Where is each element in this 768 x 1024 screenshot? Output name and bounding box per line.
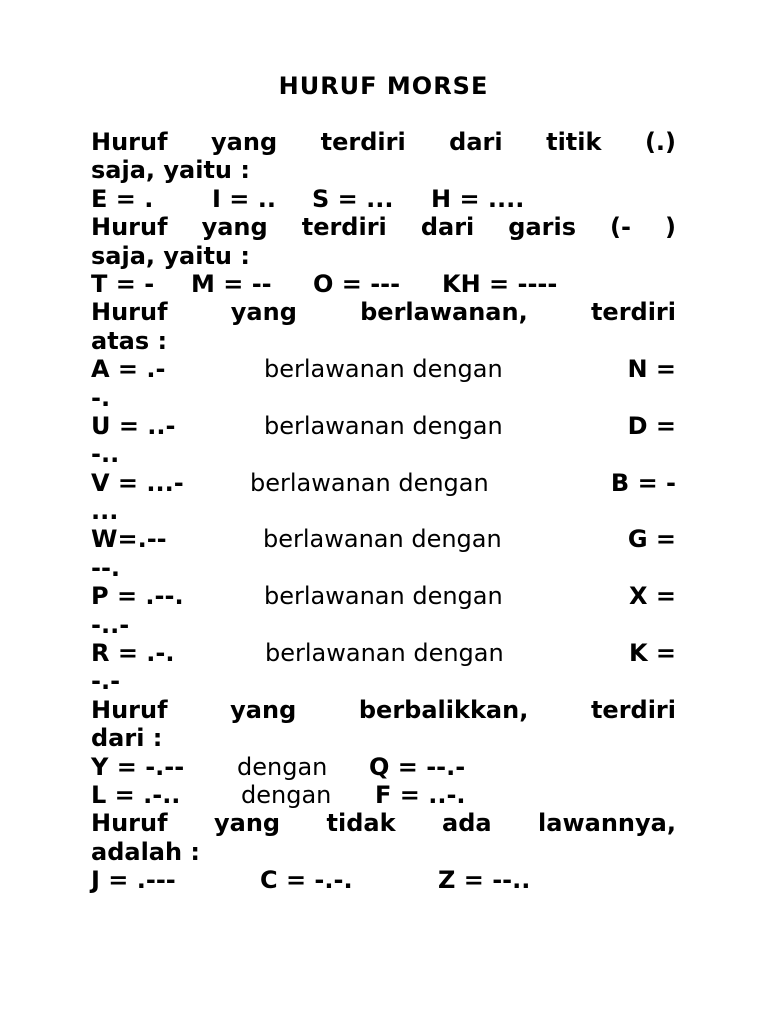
morse-code-wrap: --. (91, 553, 121, 582)
word: (.) (644, 128, 676, 156)
morse-code: C = -.-. (260, 866, 353, 895)
morse-code: K = (628, 639, 676, 668)
opposite-pair-row (91, 412, 676, 440)
word: berbalikkan, (358, 695, 529, 724)
morse-code: W=.-- (91, 525, 167, 554)
single-intro-cont: adalah : (91, 837, 201, 866)
word: Huruf (91, 213, 168, 242)
morse-code: G = (627, 525, 676, 554)
single-codes-line (91, 866, 676, 894)
connector-text: berlawanan dengan (264, 355, 503, 384)
morse-code: KH = ---- (442, 269, 558, 298)
morse-code: B = - (610, 468, 676, 497)
document-page (91, 70, 676, 895)
morse-code: I = .. (212, 184, 276, 213)
word: yang (230, 695, 297, 724)
word: (- (610, 213, 631, 242)
word: Huruf (91, 128, 168, 156)
morse-code: D = (627, 411, 676, 440)
morse-code: Y = -.-- (91, 752, 185, 781)
reverse-intro-cont: dari : (91, 724, 163, 753)
dot-intro-line (91, 128, 676, 156)
word: yang (230, 298, 297, 327)
word: Huruf (91, 809, 168, 838)
morse-code: T = - (91, 269, 155, 298)
dot-codes-line (91, 185, 676, 213)
connector-text: berlawanan dengan (265, 639, 504, 668)
morse-code: O = --- (313, 269, 401, 298)
connector-text: dengan (237, 752, 328, 781)
morse-code: X = (629, 582, 676, 611)
morse-code: F = ..-. (375, 780, 466, 809)
morse-code: V = ...- (91, 468, 184, 497)
word: terdiri (320, 128, 406, 156)
morse-code-wrap: -..- (91, 610, 130, 639)
word: garis (508, 213, 577, 242)
opposite-pair-row (91, 355, 676, 383)
word: lawannya, (538, 809, 676, 838)
morse-code: S = ... (312, 184, 394, 213)
opposite-intro-cont: atas : (91, 326, 168, 355)
word: tidak (326, 809, 396, 838)
connector-text: berlawanan dengan (264, 411, 503, 440)
connector-text: berlawanan dengan (250, 468, 489, 497)
morse-code: J = .--- (91, 866, 176, 895)
opposite-pair-row (91, 469, 676, 497)
single-intro-line (91, 809, 676, 837)
connector-text: berlawanan dengan (263, 525, 502, 554)
connector-text: berlawanan dengan (264, 582, 503, 611)
dot-intro-cont: saja, yaitu : (91, 156, 250, 185)
morse-code-wrap: -.. (91, 440, 120, 469)
morse-code: L = .-.. (91, 780, 181, 809)
word: titik (546, 128, 602, 156)
word: berlawanan, (360, 298, 528, 327)
word: Huruf (91, 695, 168, 724)
word: yang (213, 809, 281, 838)
word: terdiri (301, 213, 387, 242)
morse-code: M = -- (191, 269, 272, 298)
word: Huruf (91, 298, 168, 327)
morse-code: Z = --.. (438, 866, 531, 895)
morse-code: Q = --.- (369, 752, 466, 781)
word: ) (665, 213, 676, 242)
dash-codes-line (91, 270, 676, 298)
word: dari (449, 128, 503, 156)
morse-code: U = ..- (91, 411, 176, 440)
opposite-pair-row (91, 525, 676, 553)
connector-text: dengan (241, 780, 332, 809)
word: terdiri (590, 298, 676, 327)
word: dari (420, 213, 475, 242)
morse-code: N = (627, 355, 676, 384)
morse-code: A = .- (91, 355, 166, 384)
word: yang (211, 128, 278, 156)
dash-intro-cont: saja, yaitu : (91, 241, 250, 270)
word: ada (442, 809, 492, 838)
morse-code: H = .... (431, 184, 525, 213)
opposite-pair-row (91, 582, 676, 610)
morse-code: P = .--. (91, 582, 184, 611)
dash-intro-line (91, 213, 676, 241)
reverse-pair-row (91, 781, 676, 809)
word: yang (201, 213, 268, 242)
morse-code-wrap: ... (91, 497, 119, 526)
morse-code: E = . (91, 184, 154, 213)
opposite-pair-row (91, 639, 676, 667)
reverse-intro-line (91, 696, 676, 724)
morse-code-wrap: -. (91, 383, 111, 412)
reverse-pair-row (91, 753, 676, 781)
morse-code: R = .-. (91, 639, 175, 668)
word: terdiri (590, 695, 676, 724)
page-title: HURUF MORSE (278, 72, 489, 100)
morse-code-wrap: -.- (91, 667, 121, 696)
opposite-intro-line (91, 298, 676, 326)
